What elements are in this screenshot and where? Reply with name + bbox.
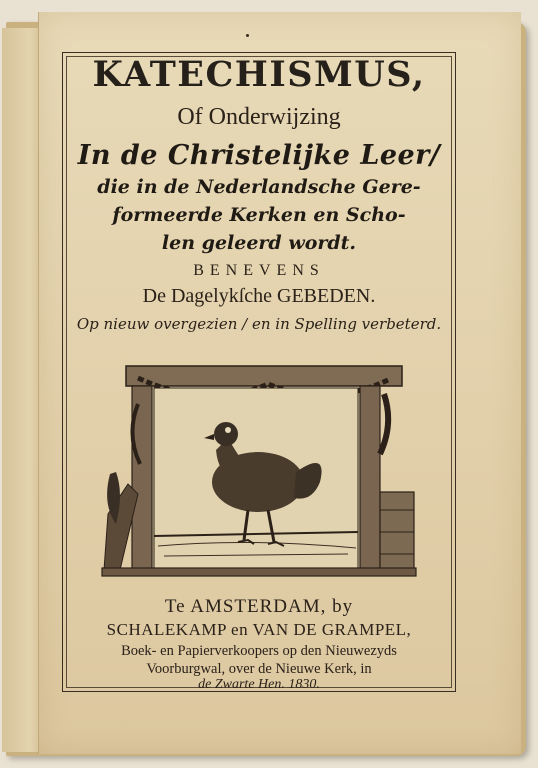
imprint-trade: Boek- en Papierverkoopers op den Nieuwezyds [121,643,397,659]
imprint-city: Te AMSTERDAM, by [164,596,354,617]
imprint-address: Voorburgwal, over de Nieuwe Kerk, in [146,661,372,677]
blackletter-line-2: die in de Nederlandsche Gere- [97,176,421,198]
ink-speck [246,34,249,37]
book-subtitle: Of Onderwijzing [177,104,341,130]
imprint-publisher: SCHALEKAMP en VAN DE GRAMPEL, [106,620,412,639]
woodcut-hen-illustration [98,364,420,578]
gebeden-line: De Dagelykſche GEBEDEN. [142,285,376,307]
benevens-line: BENEVENS [193,262,325,279]
blackletter-line-1: In de Christelijke Leer/ [77,140,441,171]
blackletter-line-4: len geleerd wordt. [161,232,357,254]
imprint-sign-year: de Zwarte Hen. 1830. [198,677,320,692]
revision-note: Op nieuw overgezien / en in Spelling verbeterd. [76,315,442,333]
blackletter-line-3: formeerde Kerken en Scho- [112,204,406,226]
book-title: KATECHISMUS, [92,54,426,95]
